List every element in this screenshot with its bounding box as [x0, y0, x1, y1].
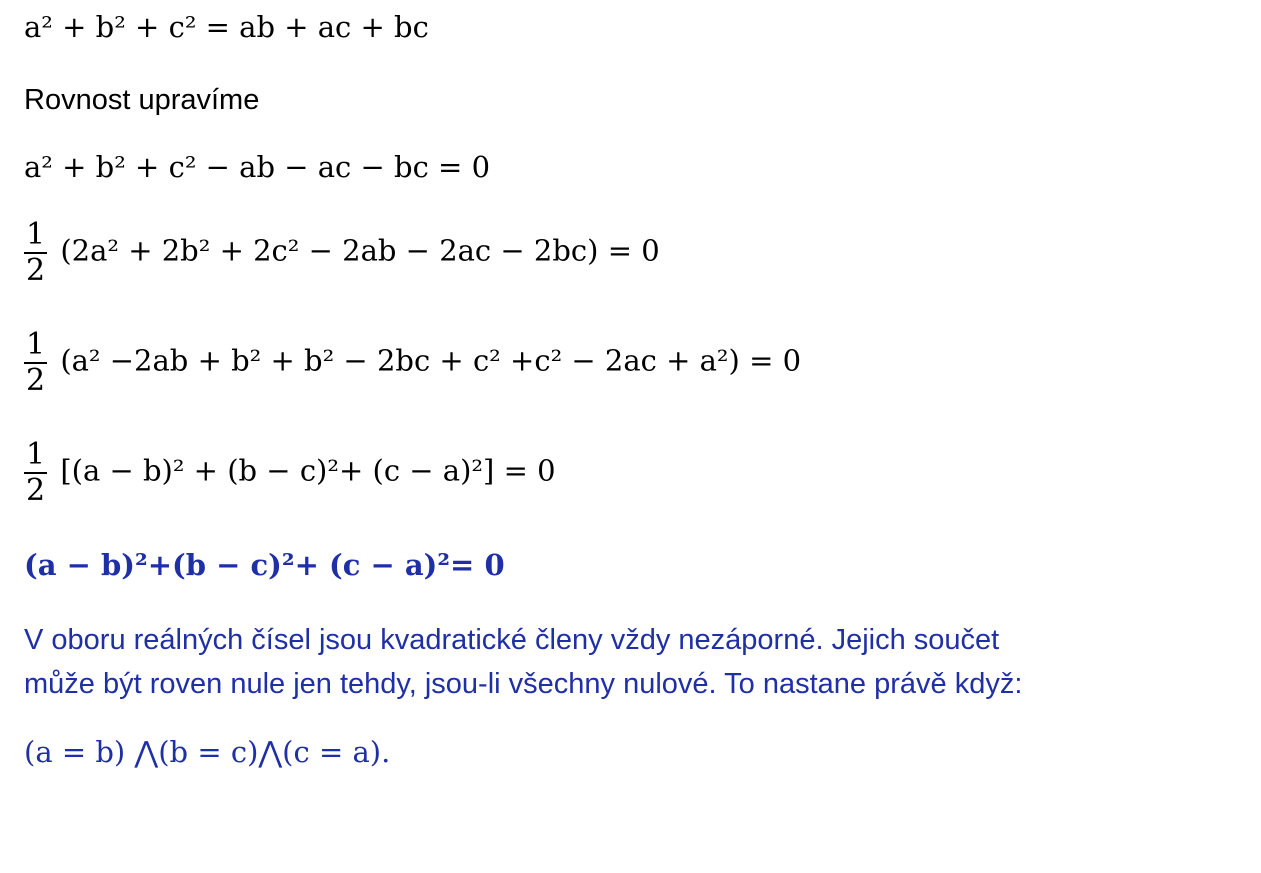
explanation-line-2: může být roven nule jen tehdy, jsou-li všechny nulové. To nastane právě když:: [24, 668, 1023, 700]
fraction-one-half: $\frac{1}{2}$: [26, 217, 46, 288]
text-rovnost-upravime: Rovnost upravíme: [24, 84, 260, 116]
equation-original-text: a² + b² + c² = ab + ac + bc: [24, 10, 429, 44]
equation-half-squares: $\frac{1}{2}$ [(a − b)² + (b − c)²+ (c − a)²] = 0: [26, 437, 556, 508]
equation-original: [24, 10, 429, 44]
equation-sum-of-squares: (a − b)²+(b − c)²+ (c − a)²= 0: [24, 548, 505, 582]
equation-conclusion: (a = b) ⋀(b = c)⋀(c = a).: [24, 735, 391, 769]
equation-half-doubled: $\frac{1}{2}$ (2a² + 2b² + 2c² − 2ab − 2ac − 2bc) = 0: [26, 217, 660, 288]
explanation-paragraph: [24, 618, 1022, 706]
fraction-one-half: $\frac{1}{2}$: [26, 327, 46, 398]
explanation-line-1: V oboru reálných čísel jsou kvadratické členy vždy nezáporné. Jejich součet: [24, 624, 1000, 656]
equation-rearranged: a² + b² + c² − ab − ac − bc = 0: [24, 150, 491, 184]
fraction-one-half: $\frac{1}{2}$: [26, 437, 46, 508]
equation-half-regrouped: $\frac{1}{2}$ (a² −2ab + b² + b² − 2bc + c² +c² − 2ac + a²) = 0: [26, 327, 802, 398]
